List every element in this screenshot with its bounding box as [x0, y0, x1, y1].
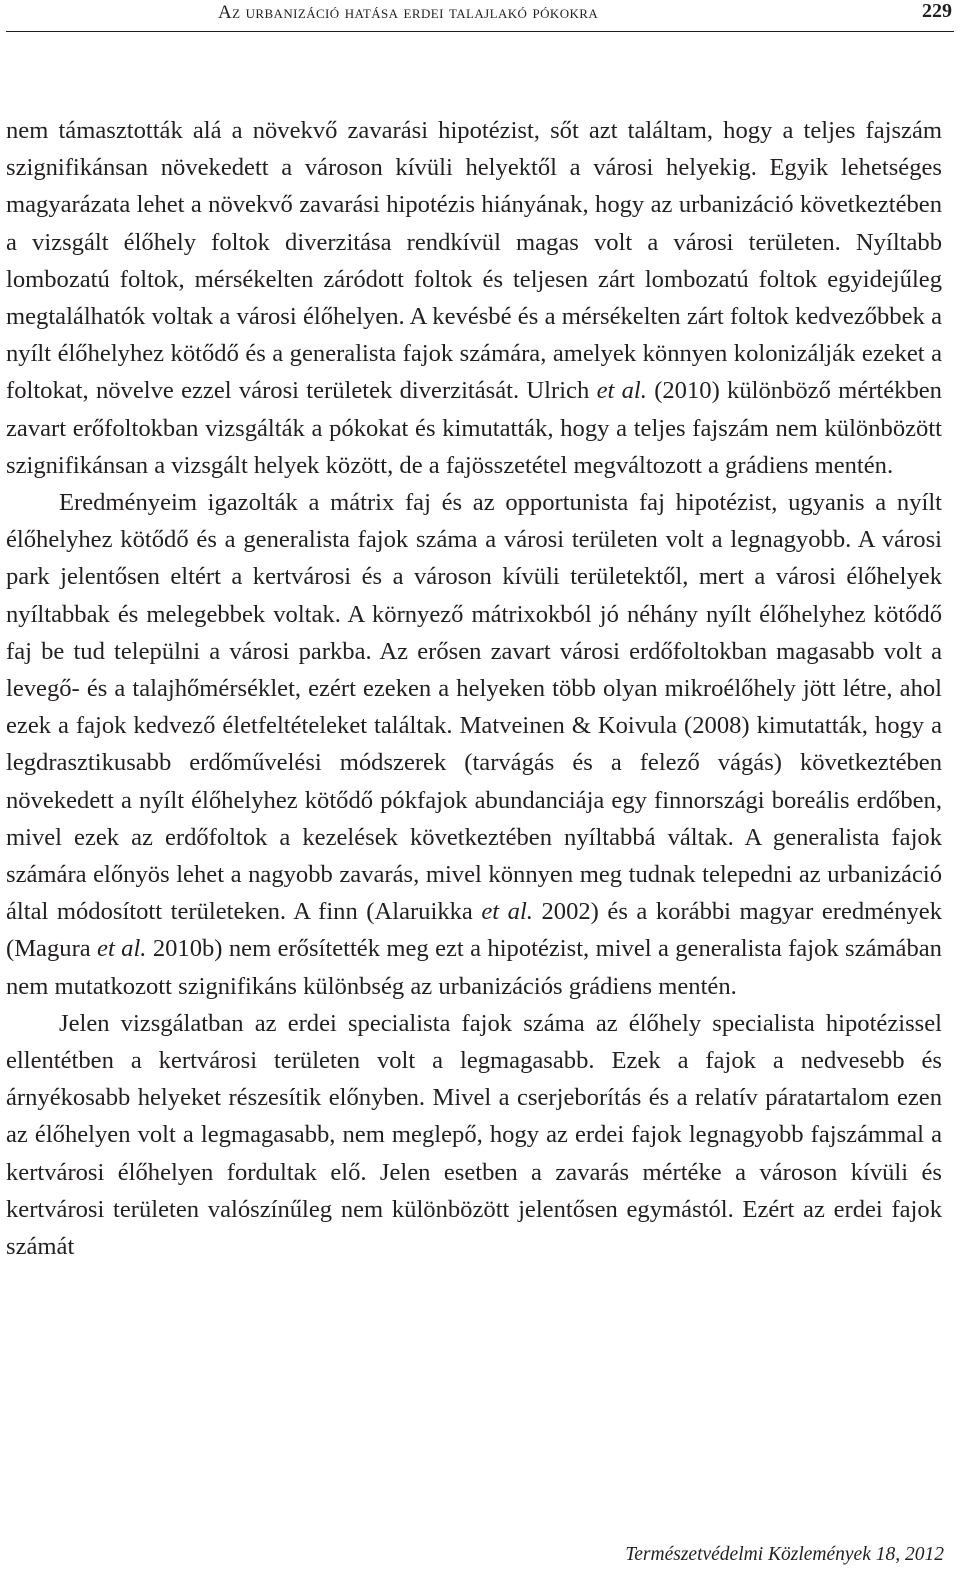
italic-text: et al. — [596, 377, 647, 405]
italic-text: et al. — [97, 935, 147, 963]
italic-text: et al. — [481, 898, 533, 926]
paragraph-text: nem támasztották alá a növekvő zavarási hipotézist, sőt azt találtam, hogy a teljes fajszám szignifikánsan növekedett a városon kívüli helyektől a városi helyekig. Egyik lehetséges magyarázata lehet a növekvő zavarási hipotézis hiányának, hogy az urbanizáció következtében a vizsgált élőhely foltok diverzitása rendkívül magas volt a városi területen. Nyíltabb lombozatú foltok, mérsékelten záródott foltok és teljesen zárt lombozatú foltok egyidejűleg megtalálhatók voltak a városi élőhelyen. A kevésbé és a mérsékelten zárt foltok kedvezőbbek a nyílt élőhelyhez kötődő és a generalista fajok számára, amelyek könnyen kolonizálják ezeket a foltokat, növelve ezzel városi területek diverzitását. Ulrich — [6, 117, 942, 405]
journal-footer: Természetvédelmi Közlemények 18, 2012 — [625, 1544, 944, 1565]
header-rule — [6, 31, 954, 32]
paragraph — [6, 1005, 942, 1265]
paragraph-text: Jelen vizsgálatban az erdei specialista fajok száma az élőhely specialista hipotézissel ellentétben a kertvárosi területen volt a legmagasabb. Ezek a fajok a nedvesebb és árnyékosabb helyeket részesítik előnyben. Mivel a cserjeborítás és a relatív páratartalom ezen az élőhelyen volt a legmagasabb, nem meglepő, hogy az erdei fajok legnagyobb fajszámmal a kertvárosi élőhelyen fordultak elő. Jelen esetben a zavarás mértéke a városon kívüli és kertvárosi területen valószínűleg nem különbözött jelentősen egymástól. Ezért az erdei fajok számát — [6, 1009, 942, 1261]
page-header — [0, 0, 960, 34]
paragraph-text: 2002) és a korábbi magyar eredmények (Magura — [6, 898, 943, 963]
body-text — [6, 112, 942, 1265]
paragraph-text: Eredményeim igazolták a mátrix faj és az opportunista faj hipotézist, ugyanis a nyílt élőhelyhez kötődő és a generalista fajok száma a városi területen volt a legnagyobb. A városi park jelentősen eltért a kertvárosi és a városon kívüli területektől, mert a városi élőhelyek nyíltabbak és melegebbek voltak. A környező mátrixokból jó néhány nyílt élőhelyhez kötődő faj be tud települni a városi parkba. Az erősen zavart városi erdőfoltokban magasabb volt a levegő- és a talajhőmérséklet, ezért ezeken a helyeken több olyan mikroélőhely jött létre, ahol ezek a fajok kedvező életfeltételeket találtak. Matveinen & Koivula (2008) kimutatták, hogy a legdrasztikusabb erdőművelési módszerek (tarvágás és a felező vágás) következtében növekedett a nyílt élőhelyhez kötődő pókfajok abundanciája egy finnországi boreális erdőben, mivel ezek az erdőfoltok a kezelések következtében nyíltabbá váltak. A generalista fajok számára előnyös lehet a nagyobb zavarás, mivel könnyen meg tudnak telepedni az urbanizáció által módosított területeken. A finn (Alaruikka — [6, 489, 942, 926]
running-title: Az urbanizáció hatása erdei talajlakó pókokra — [218, 2, 599, 23]
page-number: 229 — [922, 0, 952, 22]
paragraph-text: 2010b) nem erősítették meg ezt a hipotézist, mivel a generalista fajok számában nem mutatkozott szignifikáns különbség az urbanizációs grádiens mentén. — [6, 935, 942, 1000]
paragraph — [6, 484, 942, 1005]
paragraph — [6, 112, 942, 484]
paragraph-text: (2010) különböző mértékben zavart erőfoltokban vizsgálták a pókokat és kimutatták, hogy a teljes fajszám nem különbözött szignifikánsan a vizsgált helyek között, de a fajösszetétel megváltozott a grádiens mentén. — [6, 377, 942, 479]
